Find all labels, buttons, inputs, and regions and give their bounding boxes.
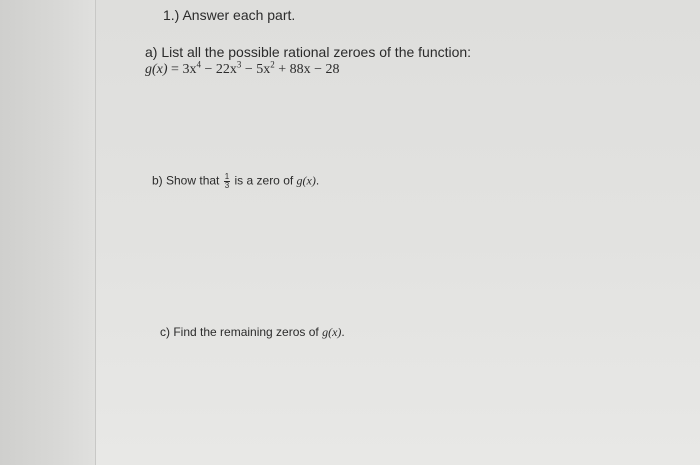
fraction-one-third: $\frac{1}{3}$ (224, 172, 230, 190)
equation-rest: + 88x − 28 (274, 62, 340, 77)
question-title: 1.) Answer each part. (163, 7, 296, 23)
function-g: g(x) (322, 325, 342, 339)
function-g: g(x) (296, 173, 316, 188)
equation-term-2: − $22x^3$ (200, 59, 242, 77)
left-page-edge (0, 0, 95, 465)
equation-term-3: − $5x^2$ (241, 59, 275, 77)
part-a-prompt: a) List all the possible rational zeroes of the function: (145, 44, 472, 60)
equation-lhs: g(x) (145, 62, 168, 77)
part-b-prompt: b) Show that $\frac{1}{3}$ is a zero of g(x). (152, 172, 320, 190)
part-c-prompt: c) Find the remaining zeros of g(x). (160, 325, 345, 339)
equation-term-1: = $3x^4$ (171, 59, 201, 77)
part-a-equation (145, 59, 340, 78)
